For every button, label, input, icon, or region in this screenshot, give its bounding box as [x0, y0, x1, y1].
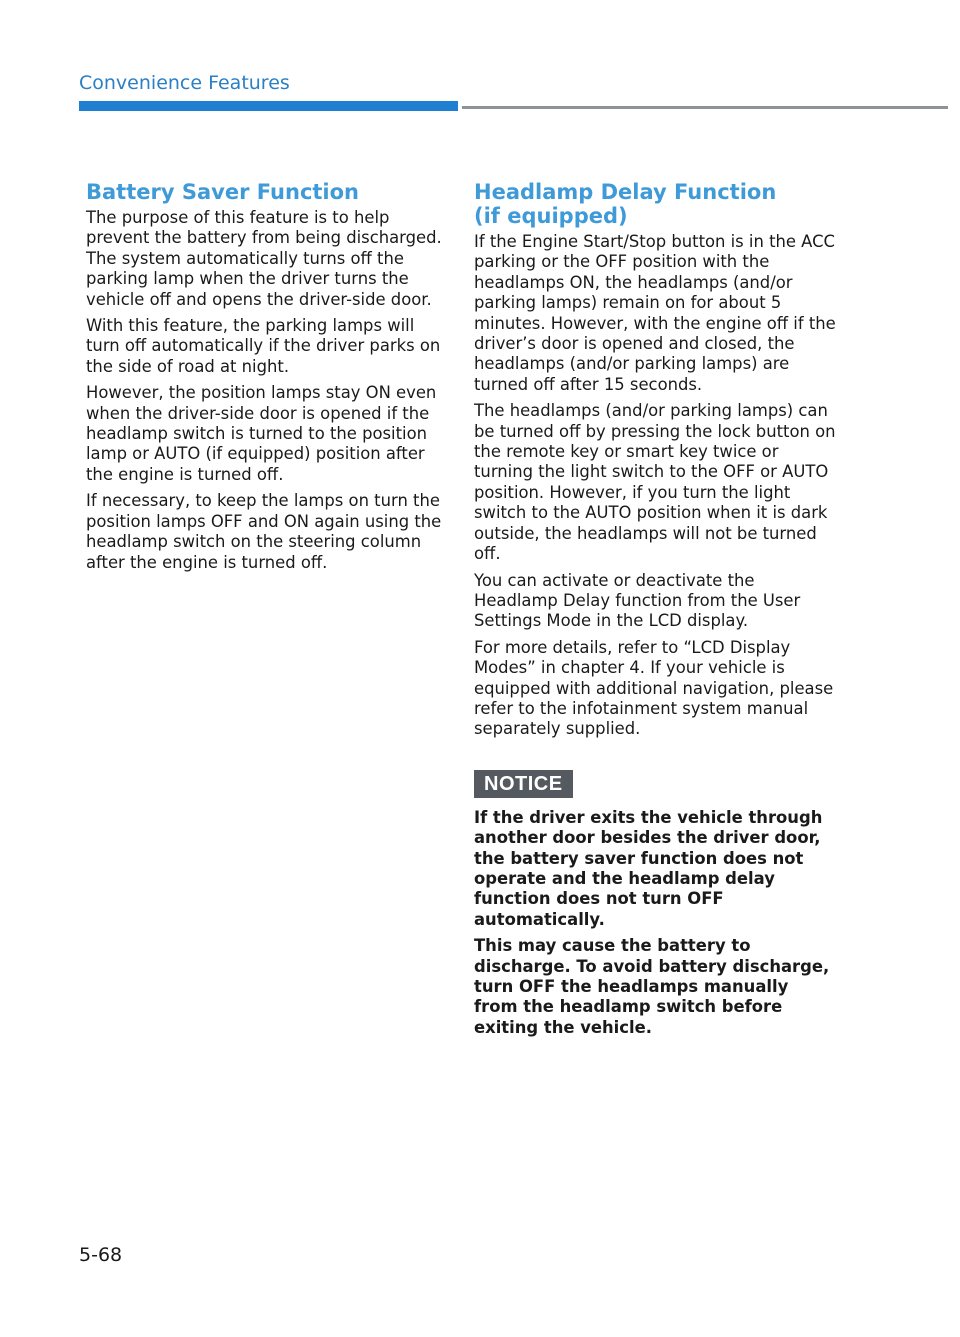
notice-paragraph: If the driver exits the vehicle through another door besides the driver door, the battery saver function does not operate and the headlamp delay function does not turn OFF automatically.	[474, 807, 823, 929]
notice-paragraph: This may cause the battery to discharge. To avoid battery discharge, turn OFF the headlamps manually from the headlamp switch before exiting the vehicle.	[474, 936, 830, 1037]
heading-line-2: (if equipped)	[474, 204, 628, 228]
notice-label: NOTICE	[474, 770, 573, 798]
header-rule-accent	[79, 101, 458, 111]
paragraph: The purpose of this feature is to help prevent the battery from being discharged. The system automatically turns off the parking lamp when the driver turns the vehicle off and opens the driver-side door.	[86, 208, 442, 309]
right-column	[474, 180, 836, 1044]
paragraph: If the Engine Start/Stop button is in the ACC parking or the OFF position with the headlamps ON, the headlamps (and/or parking lamps) remain on for about 5 minutes. However, with the engine off if the driver’s door is opened and closed, the headlamps (and/or parking lamps) are turned off after 15 seconds.	[474, 232, 836, 394]
paragraph: If necessary, to keep the lamps on turn the position lamps OFF and ON again using the headlamp switch on the steering column after the engine is turned off.	[86, 491, 442, 572]
section-title: Convenience Features	[79, 72, 290, 94]
header-rule	[462, 106, 948, 109]
paragraph: With this feature, the parking lamps will turn off automatically if the driver parks on the side of road at night.	[86, 316, 441, 376]
battery-saver-heading: Battery Saver Function	[86, 180, 360, 204]
paragraph: For more details, refer to “LCD Display Modes” in chapter 4. If your vehicle is equipped with additional navigation, please refer to the infotainment system manual separately supplied.	[474, 637, 834, 739]
page-number: 5-68	[79, 1244, 123, 1266]
heading-line-1: Headlamp Delay Function	[474, 180, 777, 204]
paragraph: The headlamps (and/or parking lamps) can be turned off by pressing the lock button on the remote key or smart key twice or turning the light switch to the OFF or AUTO position. However, if you turn the light switch to the AUTO position when it is dark outside, the headlamps will not be turned off.	[474, 401, 836, 564]
paragraph: You can activate or deactivate the Headlamp Delay function from the User Settings Mode in the LCD display.	[474, 570, 801, 631]
headlamp-delay-heading	[474, 180, 836, 228]
left-column	[86, 180, 446, 579]
paragraph: However, the position lamps stay ON even when the driver-side door is opened if the headlamp switch is turned to the position lamp or AUTO (if equipped) position after the engine is turned off.	[86, 383, 437, 484]
